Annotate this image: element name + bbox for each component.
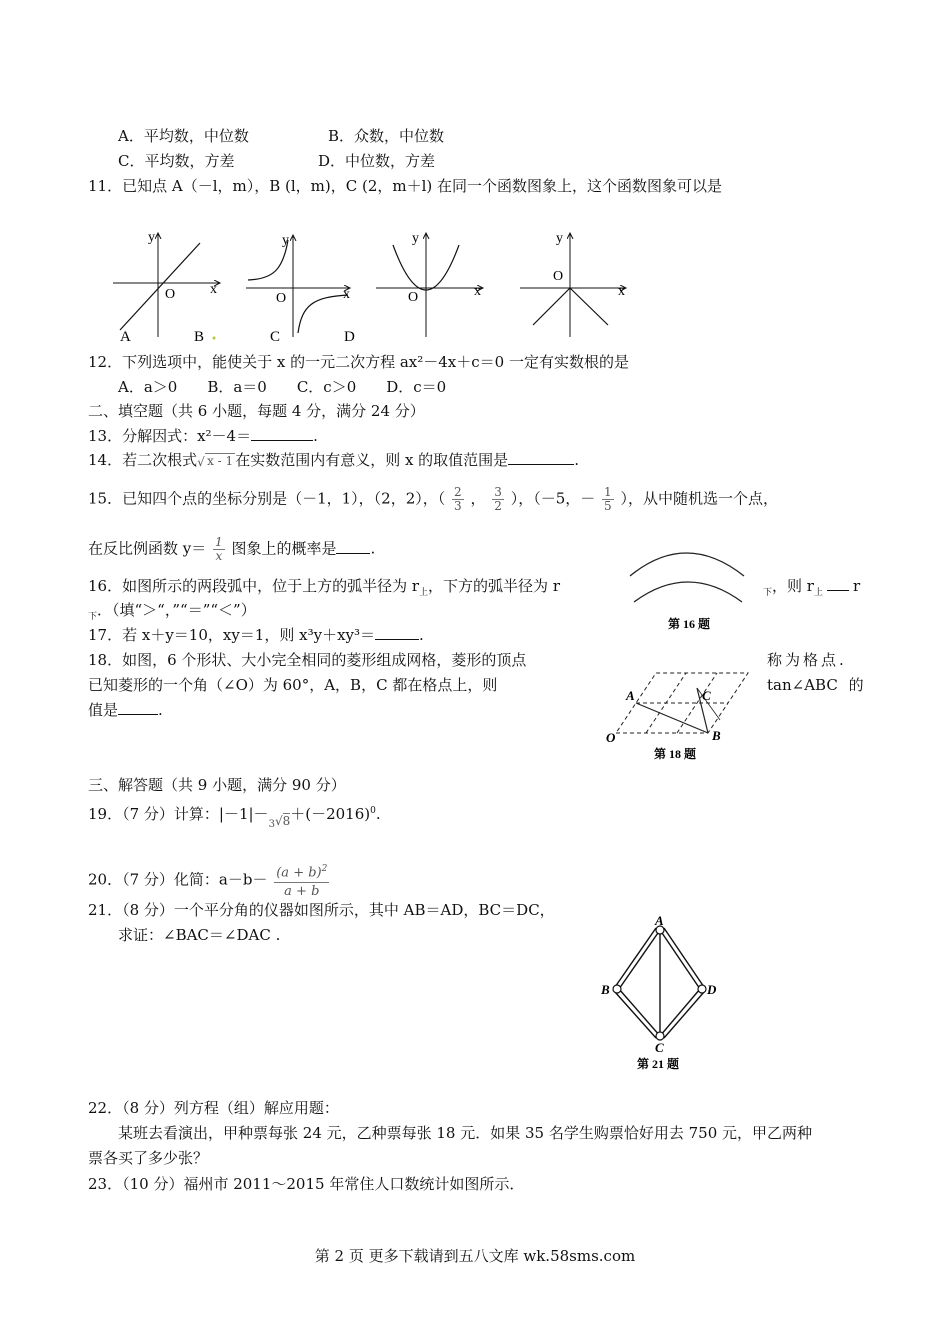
q20-numerator: (a + b) [276,865,322,881]
q11-stem: 11．已知点 A（－l，m），B (l，m)，C (2，m＋l) 在同一个函数图象上，这个函数图象可以是 [88,177,723,195]
q15-line1 [88,486,778,513]
graph-parabola-origin: O [408,290,419,305]
graph-a-origin: O [165,287,176,302]
q18-point-o: O [606,730,616,745]
q18-answer-blank [118,700,158,715]
q18-line1: 18．如图，6 个形状、大小完全相同的菱形组成网格，菱形的顶点 [88,651,527,669]
q17 [88,625,424,645]
page-footer: 第 2 页 更多下载请到五八文库 wk.58sms.com [314,1247,636,1265]
q16-line2 [88,600,256,627]
q16-line2-text: ．（填“＞“，”“＝”“＜”） [97,601,256,619]
q21-figure [595,912,735,1077]
q18-line2: 已知菱形的一个角（∠O）为 60°，A，B，C 都在格点上，则 [88,676,498,694]
q15-answer-blank [336,539,370,554]
q18-line2-right: tan∠ABC 的 [767,676,864,694]
graph-c [246,233,355,345]
q10-option-a: A．平均数，中位数 [118,127,249,145]
section-3-heading: 三、解答题（共 9 小题，满分 90 分） [88,776,346,794]
q15-pre: 15．已知四个点的坐标分别是（－1，1），（2，2），（ [88,489,446,508]
graph-a-y-label: y [148,230,155,245]
q17-end: . [419,626,424,644]
q21-point-a: A [655,913,664,928]
section-2-heading: 二、填空题（共 6 小题，每题 4 分，满分 24 分） [88,402,425,420]
q16-sub-up-2: 上 [813,588,823,598]
q17-answer-blank [375,625,419,640]
q16-sub-up: 上 [419,588,429,598]
q18-end: . [158,701,163,719]
q19-radicand: 8 [282,814,291,828]
graph-a-label: A [120,329,131,345]
graph-c-x-label: x [343,287,350,302]
graph-a-x-label: x [210,282,217,297]
q18-point-c: C [702,688,711,703]
q14 [88,450,579,471]
graph-parabola-x-label: x [474,284,481,299]
q14-answer-blank [508,450,574,465]
graph-d-label: D [344,329,355,345]
q19-end: . [375,805,381,823]
q18-line3-text: 值是 [88,701,119,719]
q20 [88,860,331,901]
graph-v-y-label: y [556,231,563,246]
q15-fraction-4: $\frac{1}{x}$ [215,535,223,563]
q16-line1-right [763,576,860,603]
q21-point-d: D [707,982,717,997]
q14-radicand: x - 1 [207,454,234,468]
q21-line1: 21．（8 分）一个平分角的仪器如图所示，其中 AB＝AD，BC＝DC， [88,901,555,919]
q16-line1b: ，下方的弧半径为 r [428,577,560,595]
q15-line2a: 在反比例函数 y＝ [88,539,207,558]
q16-line1d: r [852,577,861,595]
q15-line2 [88,536,375,563]
q10-option-d: D．中位数，方差 [318,152,436,170]
q19-root-index: 3 [268,819,275,830]
q22-line2: 某班去看演出，甲种票每张 24 元，乙种票每张 18 元．如果 35 名学生购票恰好用去 750 元，甲乙两种 [118,1124,813,1142]
q15-fraction-3: $\frac{1}{5}$ [604,485,612,513]
graph-c-y-label: y [282,233,289,248]
q20-pre: 20．（7 分）化简：a－b－ [88,870,268,889]
q16-sub-down-2: 下 [88,612,98,622]
graph-parabola-y-label: y [412,231,419,246]
graph-v-x-label: x [618,284,625,299]
q20-denominator: a + b [284,884,320,900]
q14-radical [197,453,235,469]
q13-text: 13．分解因式：x²－4＝ [88,427,252,445]
graph-c-label: C [270,329,281,345]
q15-fraction-1: $\frac{2}{3}$ [454,485,462,513]
q16-line1 [88,576,560,603]
q15-post: ），从中随机选一个点， [620,489,778,508]
graph-v-shape [520,231,626,337]
q21-line2: 求证：∠BAC＝∠DAC . [118,926,281,944]
q19-post: ＋(－2016) [290,805,371,823]
q16-line1c: ，则 r [772,577,814,595]
q19-radical-sign: √ [274,814,283,828]
q15-sep: ， [470,489,486,508]
graph-parabola [376,231,483,337]
graph-a [113,230,220,345]
q13 [88,426,318,446]
radical-sign: √ [197,455,205,469]
q16-figure [620,540,760,635]
q23: 23．（10 分）福州市 2011～2015 年常住人口数统计如图所示． [88,1175,525,1193]
q15-line2b: 图象上的概率是 [231,539,337,558]
q16-sub-down-1: 下 [763,588,773,598]
q18-point-b: B [712,728,721,743]
q13-answer-blank [251,426,313,441]
q19 [88,801,381,830]
q22-line3: 票各买了多少张？ [88,1149,209,1167]
q22-line1: 22．（8 分）列方程（组）解应用题： [88,1099,339,1117]
q14-pre: 14．若二次根式 [88,451,198,469]
q17-text: 17．若 x＋y＝10，xy＝1，则 x³y＋xy³＝ [88,626,376,644]
q14-post: 在实数范围内有意义，则 x 的取值范围是 [235,451,509,469]
q18-point-a: A [626,688,635,703]
q21-caption: 第 21 题 [637,1057,680,1071]
graph-v-origin: O [553,269,564,284]
q18-caption: 第 18 题 [654,747,697,761]
q13-end: . [313,427,318,445]
q10-option-b: B．众数，中位数 [328,127,445,145]
q18-line1-right: 称为格点. [767,651,847,669]
q15-fraction-2: $\frac{3}{2}$ [494,485,502,513]
q12-options: A．a＞0 B．a＝0 C．c＞0 D．c＝0 [118,378,447,396]
q15-mid: ），（－5，－ [510,489,596,508]
q20-fraction [274,860,329,901]
q14-end: . [574,451,579,469]
graph-c-origin: O [276,291,287,306]
mark-dot [213,337,216,340]
q21-point-b: B [601,982,610,997]
q16-caption: 第 16 题 [668,617,711,631]
q11-graphs-figure [108,225,638,350]
q16-answer-blank [827,576,849,591]
q15-end: . [370,539,376,558]
q19-exponent: 0 [370,806,376,816]
q12-stem: 12．下列选项中，能使关于 x 的一元二次方程 ax²－4x＋c＝0 一定有实数根的是 [88,353,629,371]
q10-option-c: C．平均数，方差 [118,152,235,170]
q18-line3 [88,700,163,720]
q21-point-c: C [655,1040,664,1055]
q16-line1a: 16．如图所示的两段弧中，位于上方的弧半径为 r [88,577,420,595]
q19-pre: 19．（7 分）计算：|－1|－ [88,805,269,823]
q18-figure [600,660,760,765]
q20-numerator-exp: 2 [321,864,328,874]
graph-b-label: B [194,329,205,345]
